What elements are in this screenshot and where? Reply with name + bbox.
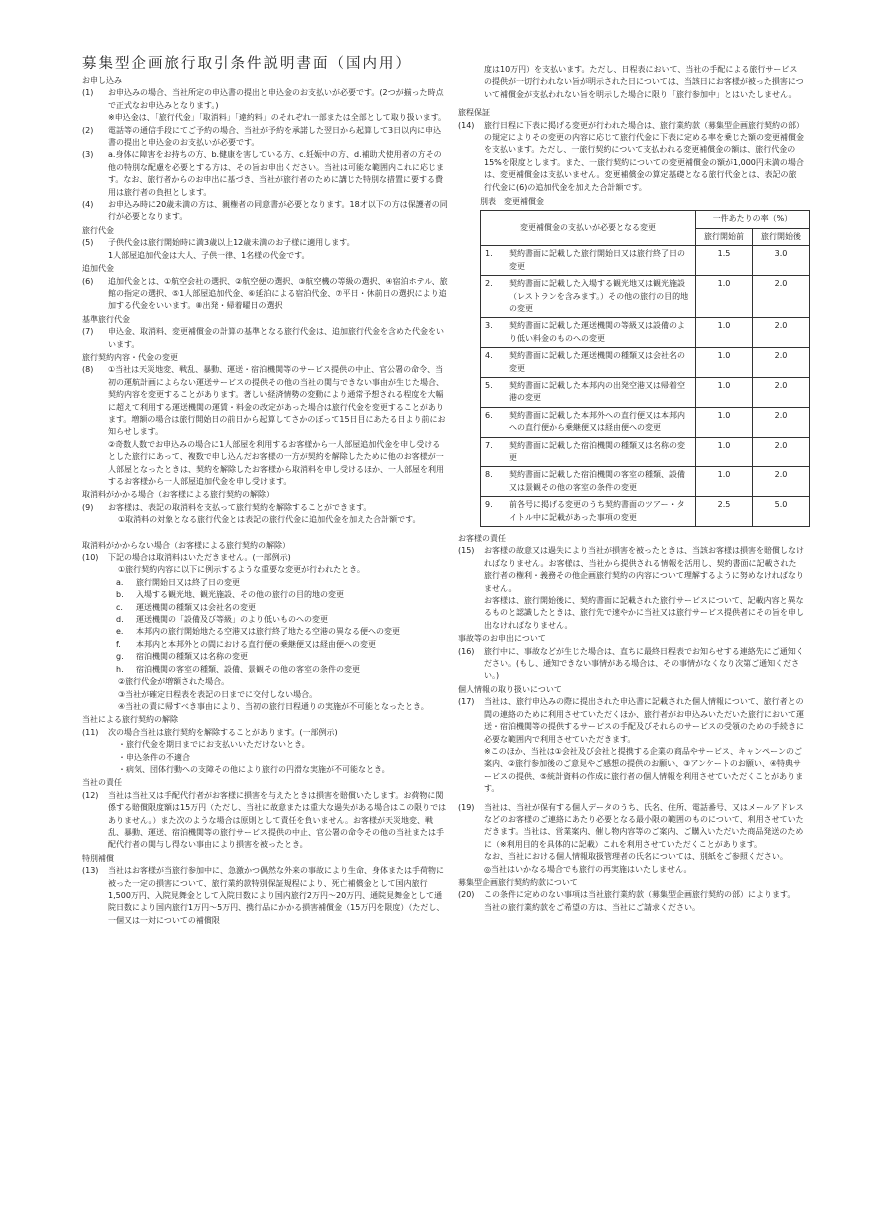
- clause-text: 旅行日程に下表に掲げる変更が行われた場合は、旅行業約款（募集型企画旅行契約の部）の規定によりその変更の内容に応じて旅行代金に下表に定める率を乗じた額の変更補償金を支払います。ただし、一旅行契約について支払われる変更補償金の額は、旅行代金の15%を限度とします。また、一旅行契約についての変更補償金の額が1,000円未満の場合は、変更補償金は支払いません。変更補償金の算定基礎となる旅行代金とは、表記の旅行代金に(6)の追加代金を加えた合計額です。: [484, 120, 804, 192]
- clause-sub: ①取消料の対象となる旅行代金とは表記の旅行代金に追加代金を加えた合計額です。: [118, 515, 421, 525]
- section-heading-special-compensation: 特別補償: [82, 853, 114, 863]
- clause-text: なお、当社における個人情報取扱管理者の氏名については、別紙をご参照ください。: [484, 852, 788, 862]
- table-row: 3. 契約書面に記載した運送機関の等級又は設備のより低い料金のものへの変更 1.0 2.0: [481, 318, 810, 348]
- clause-17: (17) 当社は、旅行申込みの際に提出された申込書に記載された個人情報について、旅行者との間の連絡のために利用させていただくほか、旅行者がお申込みいただいた旅行において運送・宿泊機関等の提供するサービスの手配及びそれらのサービスの受領のための手続きに必要な範囲内で利用させていただきます。 ※このほか、当社は①会社及び会社と提携する企業の商品やサービス、キャンペーンのご案内、②旅行参加後のご意見やご感想の提供のお願い、③アンケートのお願い、④特典サービスの提供、⑤統計資料の作成に旅行者の個人情報を利用させていただくことがあります。: [458, 696, 804, 795]
- clause-sub: ③当社が確定日程表を表記の日までに交付しない場合。: [118, 689, 318, 699]
- clause-sub: 1人部屋追加代金は大人、子供一律、1名様の代金です。: [108, 250, 310, 260]
- table-header: 旅行開始後: [753, 228, 810, 245]
- section-heading-additional: 追加代金: [82, 264, 114, 274]
- clause-text: 電話等の通信手段にてご予約の場合、当社が予約を承諾した翌日から起算して3日以内に申込書の提出と申込金のお支払いが必要です。: [108, 125, 442, 148]
- list-item: a. 旅行開始日又は終了日の変更: [116, 577, 240, 587]
- list-item: f. 本邦内と本邦外との間における直行便の乗継便又は経由便への変更: [116, 639, 376, 649]
- clause-text: 子供代金は旅行開始時に満3歳以上12歳未満のお子様に適用します。: [108, 238, 355, 248]
- clause-text: ①当社は天災地変、戦乱、暴動、運送・宿泊機関等のサービス提供の中止、官公署の命令、当初の運航計画によらない運送サービスの提供その他の当社の関与できない事由が生じた場合、契約内容を変更することがあります。著しい経済情勢の変動により通常予想される程度を大幅に超えて利用する運送機関の運賃・料金の改定があった場合は旅行代金を変更することがあります。増額の場合は旅行開始日の前日から起算してさかのぼって15日目にあたる日より前にお知らせします。: [108, 365, 446, 437]
- clause-sub: ②旅行代金が増額された場合。: [118, 677, 230, 687]
- table-row: 7. 契約書面に記載した宿泊機関の種類又は名称の変更 1.0 2.0: [481, 437, 810, 467]
- section-heading-no-cancel-fee: 取消料がかからない場合（お客様による旅行契約の解除）: [82, 540, 290, 550]
- table-caption: 別表 変更補償金: [480, 197, 544, 207]
- clause-text: お客様は、旅行開始後に、契約書面に記載された旅行サービスについて、記載内容と異なるものと認識したときは、旅行先で速やかに当社又は旅行サービス提供者にその旨を申し出なければなりません。: [484, 596, 804, 630]
- clause-19: (19) 当社は、当社が保有する個人データのうち、氏名、住所、電話番号、又はメールアドレスなどのお客様のご連絡にあたり必要となる最小限の範囲のものについて、利用させていただきます。当社は、営業案内、催し物内容等のご案内、ご購入いただいた商品発送のために（※利用目的を具体的に記載）これを利用させていただくことがあります。 なお、当社における個人情報取扱管理者の氏名については、別紙をご参照ください。 ◎当社はいかなる場合でも旅行の再実施はいたしません。: [458, 802, 804, 876]
- clause-text: 当社は、旅行申込みの際に提出された申込書に記載された個人情報について、旅行者との間の連絡のために利用させていただくほか、旅行者がお申込みいただいた旅行において運送・宿泊機関等の提供するサービスの手配及びそれらのサービスの受領のための手続きに必要な範囲内で利用させていただきます。: [484, 697, 804, 744]
- section-heading-company-cancel: 当社による旅行契約の解除: [82, 715, 178, 725]
- clause-text: 当社の旅行業約款をご希望の方は、当社にご請求ください。: [484, 902, 700, 912]
- clause-8: (8) ①当社は天災地変、戦乱、暴動、運送・宿泊機関等のサービス提供の中止、官公署の命令、当初の運航計画によらない運送サービスの提供その他の当社の関与できない事由が生じた場合、契約内容を変更することがあります。著しい経済情勢の変動により通常予想される程度を大幅に超えて利用する運送機関の運賃・料金の改定があった場合は旅行代金を変更することがあります。増額の場合は旅行開始日の前日から起算してさかのぼって15日目にあたる日より前にお知らせします。 ②奇数人数でお申込みの場合に1人部屋を利用するお客様から一人部屋追加代金を申し受けるとした旅行にあって、複数で申し込んだお客様の一方が契約を解除したために他のお客様が一人部屋となったときは、契約を解除したお客様から取消料を申し受けるほか、一人部屋を利用するお客様から一人部屋追加代金を申し受けます。: [82, 364, 448, 488]
- clause-text: この条件に定めのない事項は当社旅行業約款（募集型企画旅行契約の部）によります。: [484, 890, 796, 900]
- clause-3: (3) a.身体に障害をお持ちの方、b.健康を害している方、c.妊娠中の方、d.補助犬使用者の方その他の特別な配慮を必要とする方は、その旨お申出ください。当社は可能な範囲内これに応じます。なお、旅行者からのお申出に基づき、当社が旅行者のために講じた特別な措置に要する費用は旅行者の負担とします。: [82, 149, 448, 199]
- section-heading-price: 旅行代金: [82, 225, 114, 235]
- table-row: 1. 契約書面に記載した旅行開始日又は旅行終了日の変更 1.5 3.0: [481, 246, 810, 276]
- clause-4: (4) お申込み時に20歳未満の方は、親権者の同意書が必要となります。18才以下の方は保護者の同行が必要となります。: [82, 199, 448, 224]
- table-row: 2. 契約書面に記載した入場する観光地又は観光施設（レストランを含みます。）その他の旅行の目的地の変更 1.0 2.0: [481, 276, 810, 318]
- clause-text: 下記の場合は取消料はいただきません。(一部例示): [108, 553, 291, 563]
- section-heading-liability: 当社の責任: [82, 778, 122, 788]
- clause-5: (5) 子供代金は旅行開始時に満3歳以上12歳未満のお子様に適用します。 1人部屋追加代金は大人、子供一律、1名様の代金です。: [82, 237, 448, 262]
- clause-text: a.身体に障害をお持ちの方、b.健康を害している方、c.妊娠中の方、d.補助犬使用者の方その他の特別な配慮を必要とする方は、その旨お申出ください。当社は可能な範囲内これに応じます。なお、旅行者からのお申出に基づき、当社が旅行者のために講じた特別な措置に要する費用は旅行者の負担とします。: [108, 150, 444, 197]
- section-heading-application: お申し込み: [82, 76, 122, 85]
- section-heading-itinerary-guarantee: 旅程保証: [458, 108, 490, 118]
- clause-6: (6) 追加代金とは、①航空会社の選択、②航空便の選択、③航空機の等級の選択、④宿泊ホテル、旅館の指定の選択、⑤1人部屋追加代金、⑥延泊による宿泊代金、⑦平日・休前日の選択により追加する代金をいいます。⑧出発・帰着曜日の選択: [82, 276, 448, 313]
- clause-15: (15) お客様の故意又は過失により当社が損害を被ったときは、当該お客様は損害を賠償しなければなりません。お客様は、当社から提供される情報を活用し、契約書面に記載された旅行者の権利・義務その他企画旅行契約の内容について理解するように努めなければなりません。 お客様は、旅行開始後に、契約書面に記載された旅行サービスについて、記載内容と異なるものと認識したときは、旅行先で速やかに当社又は旅行サービス提供者にその旨を申し出なければなりません。: [458, 545, 804, 632]
- clause-14: (14) 旅行日程に下表に掲げる変更が行われた場合は、旅行業約款（募集型企画旅行契約の部）の規定によりその変更の内容に応じて旅行代金に下表に定める率を乗じた額の変更補償金を支払います。ただし、一旅行契約について支払われる変更補償金の額は、旅行代金の15%を限度とします。また、一旅行契約についての変更補償金の額が1,000円未満の場合は、変更補償金は支払いません。変更補償金の算定基礎となる旅行代金とは、表記の旅行代金に(6)の追加代金を加えた合計額です。: [458, 120, 804, 194]
- clause-text: お客様の故意又は過失により当社が損害を被ったときは、当該お客様は損害を賠償しなければなりません。お客様は、当社から提供される情報を活用し、契約書面に記載された旅行者の権利・義務その他企画旅行契約の内容について理解するように努めなければなりません。: [484, 546, 804, 593]
- table-row: 5. 契約書面に記載した本邦内の出発空港又は帰着空港の変更 1.0 2.0: [481, 377, 810, 407]
- list-item: g. 宿泊機関の種類又は名称の変更: [116, 652, 248, 662]
- clause-text: 申込金、取消料、変更補償金の計算の基準となる旅行代金は、追加旅行代金を含めた代金をいいます。: [108, 327, 444, 349]
- clause-13: (13) 当社はお客様が当旅行参加中に、急激かつ偶然な外来の事故により生命、身体または手荷物に被った一定の損害について、旅行業約款特別保証規程により、死亡補償金として国内旅行1,500万円、入院見舞金として入院日数により国内旅行2万円〜20万円、通院見舞金として通院日数により国内旅行1万円〜5万円、携行品にかかる損害補償金（15万円を限度）（ただし、一個又は一対についての補償限: [82, 865, 448, 927]
- section-heading-contract-change: 旅行契約内容・代金の変更: [82, 352, 178, 362]
- clause-10: (10) 下記の場合は取消料はいただきません。(一部例示) ①旅行契約内容に以下に例示するような重要な変更が行われたとき。: [82, 552, 448, 577]
- section-heading-customer-responsibility: お客様の責任: [458, 534, 506, 543]
- clause-16: (16) 旅行中に、事故などが生じた場合は、直ちに最終日程表でお知らせする連絡先にご通知ください。(もし、通知できない事情がある場合は、その事情がなくなり次第ご通知ください。): [458, 646, 804, 683]
- list-item: b. 入場する観光地、観光施設、その他の旅行の目的地の変更: [116, 590, 344, 600]
- section-heading-cancel-fee: 取消料がかかる場合（お客様による旅行契約の解除）: [82, 490, 274, 500]
- table-header: 一件あたりの率（%）: [696, 211, 810, 228]
- clause-text: お客様は、表記の取消料を支払って旅行契約を解除することができます。: [108, 502, 372, 512]
- clause-text: 追加代金とは、①航空会社の選択、②航空便の選択、③航空機の等級の選択、④宿泊ホテル、旅館の指定の選択、⑤1人部屋追加代金、⑥延泊による宿泊代金、⑦平日・休前日の選択により追加する代金をいいます。⑧出発・帰着曜日の選択: [108, 276, 448, 311]
- bullet-item: ・申込条件の不適合: [118, 752, 190, 762]
- section-heading-terms: 募集型企画旅行契約約款について: [458, 877, 578, 887]
- list-item: d. 運送機関の「設備及び等級」のより低いものへの変更: [116, 615, 328, 625]
- continued-text: 度は10万円）を支払います。ただし、日程表において、当社の手配による旅行サービスの提供が一切行われない旨が明示された日については、当該日にお客様が被った損害について補償金が支払われない旨を明示した場合に限り「旅行参加中」とはいたしません。: [484, 65, 804, 99]
- clause-text: 旅行中に、事故などが生じた場合は、直ちに最終日程表でお知らせする連絡先にご通知ください。(もし、通知できない事情がある場合は、その事情がなくなり次第ご通知ください。): [484, 646, 804, 681]
- clause-7: (7) 申込金、取消料、変更補償金の計算の基準となる旅行代金は、追加旅行代金を含めた代金をいいます。: [82, 326, 448, 351]
- clause-text: ②奇数人数でお申込みの場合に1人部屋を利用するお客様から一人部屋追加代金を申し受けるとした旅行にあって、複数で申し込んだお客様の一方が契約を解除したために他のお客様が一人部屋となったときは、契約を解除したお客様から取消料を申し受けるほか、一人部屋を利用するお客様から一人部屋追加代金を申し受けます。: [108, 439, 444, 486]
- section-heading-base-price: 基準旅行代金: [82, 314, 130, 324]
- left-column: [82, 55, 448, 927]
- clause-text: 当社は、当社が保有する個人データのうち、氏名、住所、電話番号、又はメールアドレスなどのお客様のご連絡にあたり必要となる最小限の範囲のものについて、利用させていただきます。当社は、営業案内、催し物内容等のご案内、ご購入いただいた商品発送のために（※利用目的を具体的に記載）これを利用させていただくことがあります。: [484, 802, 804, 849]
- clause-text: 当社はお客様が当旅行参加中に、急激かつ偶然な外来の事故により生命、身体または手荷物に被った一定の損害について、旅行業約款特別保証規程により、死亡補償金として国内旅行1,500万円、入院見舞金として入院日数により国内旅行2万円〜20万円、通院見舞金として通院日数により国内旅行1万円〜5万円、携行品にかかる損害補償金（15万円を限度）（ただし、一個又は一対についての補償限: [108, 866, 445, 925]
- clause-text: 当社は当社又は手配代行者がお客様に損害を与えたときは損害を賠償いたします。お荷物に関係する賠償限度額は15万円（ただし、当社に故意または重大な過失がある場合はこの限りではありません。）また次のような場合は原則として責任を負いません。お客様が天災地変、戦乱、暴動、運送、宿泊機関等の旅行サービス提供の中止、官公署の命令その他の当社または手配代行者の関与し得ない事由により損害を被ったとき。: [108, 790, 447, 850]
- right-column: [458, 64, 804, 914]
- clause-note: ※申込金は、「旅行代金」「取消料」「違約料」のそれぞれ一部または全部として取り扱います。: [108, 113, 447, 123]
- list-item: e. 本邦内の旅行開始地たる空港又は旅行終了地たる空港の異なる便への変更: [116, 627, 400, 637]
- clause-20: (20) この条件に定めのない事項は当社旅行業約款（募集型企画旅行契約の部）によります。 当社の旅行業約款をご希望の方は、当社にご請求ください。: [458, 889, 804, 914]
- clause-note: ※このほか、当社は①会社及び会社と提携する企業の商品やサービス、キャンペーンのご案内、②旅行参加後のご意見やご感想の提供のお願い、③アンケートのお願い、④特典サービスの提供、⑤統計資料の作成に旅行者の個人情報を利用させていただくことがあります。: [484, 746, 804, 794]
- clause-text: お申込み時に20歳未満の方は、親権者の同意書が必要となります。18才以下の方は保護者の同行が必要となります。: [108, 200, 448, 222]
- list-item: h. 宿泊機関の客室の種類、設備、景観その他の客室の条件の変更: [116, 664, 360, 674]
- document-title: 募集型企画旅行取引条件説明書面（国内用）: [82, 56, 412, 72]
- table-header: 旅行開始前: [696, 228, 753, 245]
- table-header-row: [481, 211, 810, 228]
- clause-text: お申込みの場合、当社所定の申込書の提出と申込金のお支払いが必要です。(2つが揃った時点で正式なお申込みとなります。): [108, 88, 444, 110]
- table-header: 変更補償金の支払いが必要となる変更: [481, 211, 696, 246]
- clause-11: (11) 次の場合当社は旅行契約を解除することがあります。(一部例示) ・旅行代金を期日までにお支払いいただけないとき。 ・申込条件の不適合 ・病気、団体行動への支障その他により旅行の円滑な実施が不可能なとき。: [82, 727, 448, 777]
- clause-sub: ①旅行契約内容に以下に例示するような重要な変更が行われたとき。: [118, 565, 365, 575]
- bullet-item: ・旅行代金を期日までにお支払いいただけないとき。: [118, 740, 310, 750]
- table-row: 8. 契約書面に記載した宿泊機関の客室の種類、設備又は景観その他の客室の条件の変更 1.0 2.0: [481, 467, 810, 497]
- compensation-table: [480, 210, 810, 527]
- clause-text: ◎当社はいかなる場合でも旅行の再実施はいたしません。: [484, 864, 692, 874]
- clause-1: (1) お申込みの場合、当社所定の申込書の提出と申込金のお支払いが必要です。(2つが揃った時点で正式なお申込みとなります。) ※申込金は、「旅行代金」「取消料」「違約料」のそれぞれ一部または全部として取り扱います。: [82, 87, 448, 124]
- clause-text: 次の場合当社は旅行契約を解除することがあります。(一部例示): [108, 727, 338, 737]
- clause-9: (9) お客様は、表記の取消料を支払って旅行契約を解除することができます。 ①取消料の対象となる旅行代金とは表記の旅行代金に追加代金を加えた合計額です。: [82, 502, 448, 527]
- clause-2: (2) 電話等の通信手段にてご予約の場合、当社が予約を承諾した翌日から起算して3日以内に申込書の提出と申込金のお支払いが必要です。: [82, 125, 448, 150]
- bullet-item: ・病気、団体行動への支障その他により旅行の円滑な実施が不可能なとき。: [118, 764, 390, 774]
- clause-sub: ④当社の責に帰すべき事由により、当初の旅行日程通りの実施が不可能となったとき。: [118, 701, 429, 711]
- section-heading-accident-report: 事故等のお申出について: [458, 634, 546, 644]
- list-item: c. 運送機関の種類又は会社名の変更: [116, 602, 256, 612]
- clause-12: (12) 当社は当社又は手配代行者がお客様に損害を与えたときは損害を賠償いたします。お荷物に関係する賠償限度額は15万円（ただし、当社に故意または重大な過失がある場合はこの限りではありません。）また次のような場合は原則として責任を負いません。お客様が天災地変、戦乱、暴動、運送、宿泊機関等の旅行サービス提供の中止、官公署の命令その他の当社または手配代行者の関与し得ない事由により損害を被ったとき。: [82, 790, 448, 852]
- change-examples-list: [82, 577, 448, 676]
- table-row: 4. 契約書面に記載した運送機関の種類又は会社名の変更 1.0 2.0: [481, 348, 810, 378]
- section-heading-privacy: 個人情報の取り扱いについて: [458, 684, 562, 694]
- table-row: 9. 前各号に掲げる変更のうち契約書面のツアー・タイトル中に記載があった事項の変更 2.5 5.0: [481, 497, 810, 527]
- table-row: 6. 契約書面に記載した本邦外への直行便又は本邦内への直行便から乗継便又は経由便への変更 1.0 2.0: [481, 407, 810, 437]
